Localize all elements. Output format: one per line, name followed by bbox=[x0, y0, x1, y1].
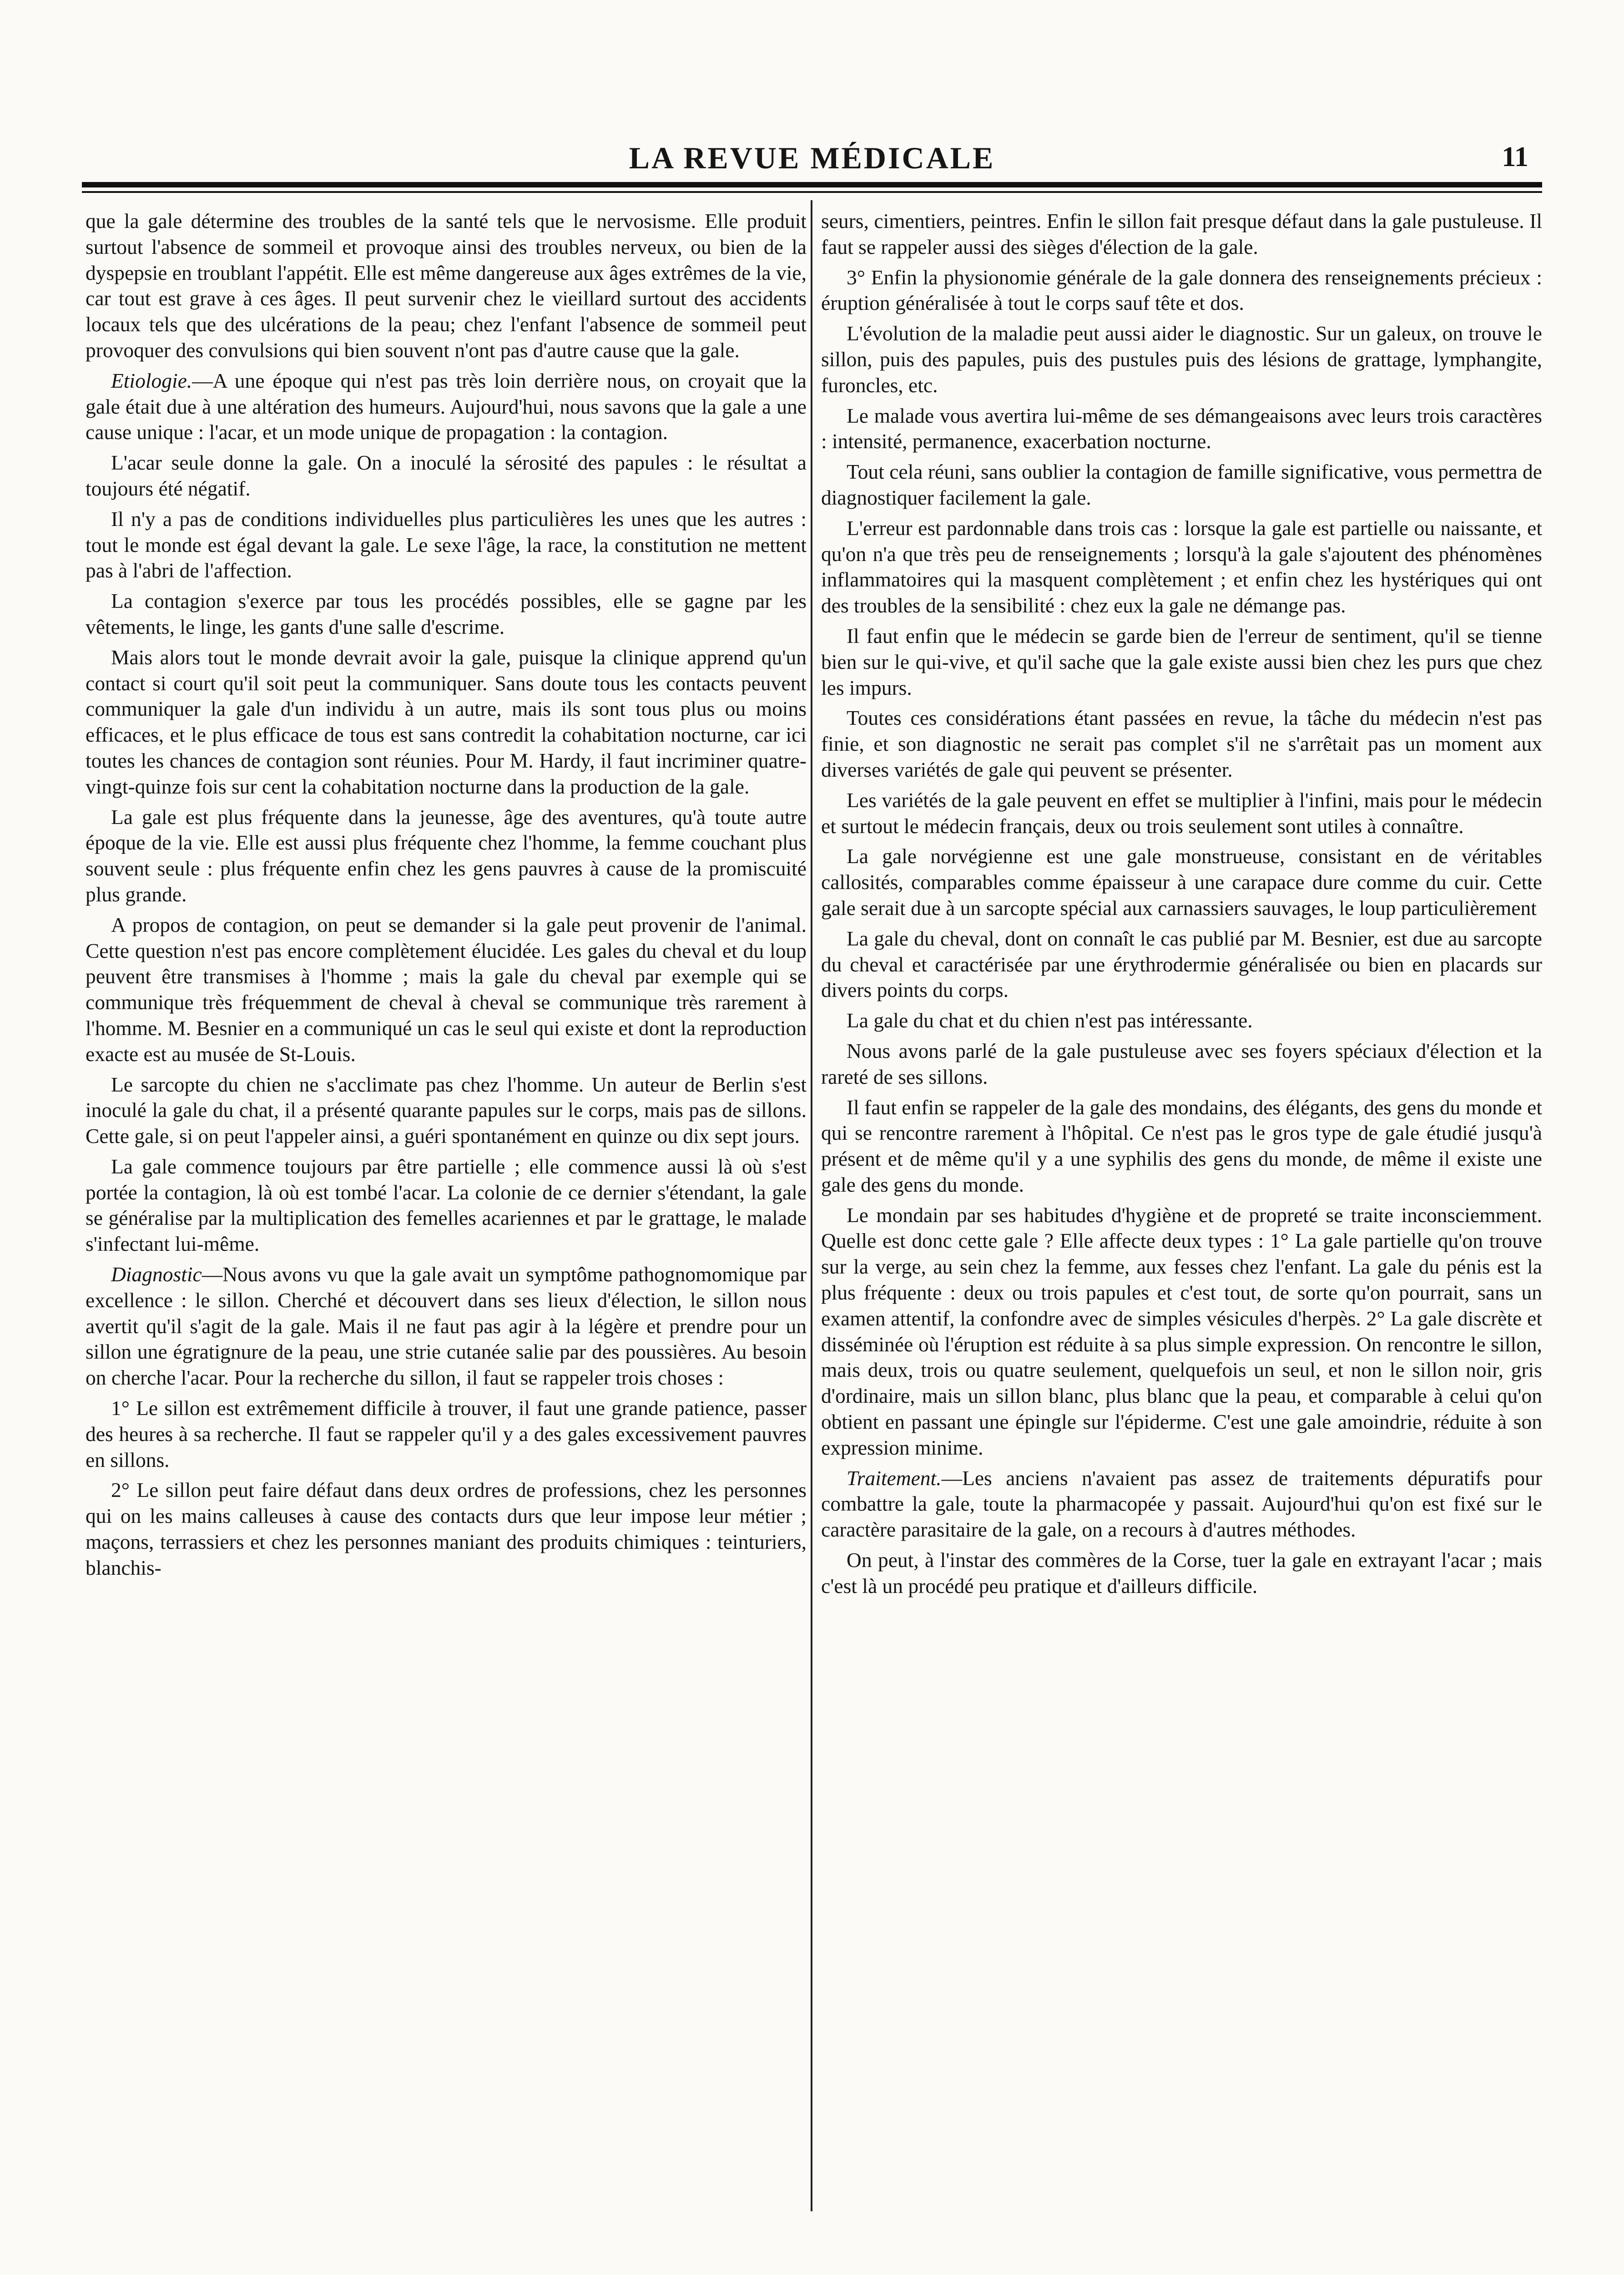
paragraph: La gale du cheval, dont on connaît le cas publié par M. Besnier, est due au sarcopte du cheval et caractérisée par une érythrodermie généralisée ou bien en placards sur divers points du corps. bbox=[821, 926, 1542, 1002]
paragraph-text: —A une époque qui n'est pas très loin derrière nous, on croyait que la gale était due à une altération des humeurs. Aujourd'hui, nous savons que la gale a une cause unique : l'acar, et un mode unique de propagation : la contagion. bbox=[86, 369, 807, 444]
paragraph: Tout cela réuni, sans oublier la contagion de famille significative, vous permettra de diagnostiquer facilement la gale. bbox=[821, 460, 1542, 509]
paragraph: Il faut enfin que le médecin se garde bien de l'erreur de sentiment, qu'il se tienne bien sur le qui-vive, et qu'il sache que la gale existe aussi bien chez les purs que chez les impurs. bbox=[821, 624, 1542, 699]
right-column bbox=[821, 208, 1542, 1599]
paragraph: L'erreur est pardonnable dans trois cas : lorsque la gale est partielle ou naissante, et qu'on n'a que très peu de renseignements ; lorsqu'à la gale s'ajoutent des phénomènes inflammatoires qui la masquent complètement ; et enfin chez les hystériques qui ont des troubles de la sensibilité : chez eux la gale ne démange pas. bbox=[821, 516, 1542, 617]
section-heading-traitement: Traitement. bbox=[847, 1466, 942, 1490]
paragraph-etiologie bbox=[86, 368, 807, 445]
paragraph: 3° Enfin la physionomie générale de la gale donnera des renseignements précieux : éruption généralisée à tout le corps sauf tête et dos. bbox=[821, 265, 1542, 315]
journal-title: LA REVUE MÉDICALE bbox=[629, 141, 995, 175]
column-divider bbox=[811, 200, 812, 2211]
paragraph-traitement bbox=[821, 1466, 1542, 1543]
paragraph-text: —Nous avons vu que la gale avait un symptôme pathognomomique par excellence : le sillon. Cherché et découvert dans ses lieux d'élection, le sillon nous avertit qu'il s'agit de la gale. Mais il ne faut pas agir à la légère et prendre pour un sillon une égratignure de la peau, une strie cutanée salie par des poussières. Au besoin on cherche l'acar. Pour la recherche du sillon, il faut se rappeler trois choses : bbox=[86, 1263, 807, 1390]
header-rule-thin bbox=[82, 191, 1542, 193]
paragraph: seurs, cimentiers, peintres. Enfin le sillon fait presque défaut dans la gale pustuleuse. Il faut se rappeler aussi des sièges d'élection de la gale. bbox=[821, 209, 1542, 258]
paragraph: L'évolution de la maladie peut aussi aider le diagnostic. Sur un galeux, on trouve le sillon, puis des papules, puis des pustules puis des lésions de grattage, lymphangite, furoncles, etc. bbox=[821, 322, 1542, 397]
paragraph: Nous avons parlé de la gale pustuleuse avec ses foyers spéciaux d'élection et la rareté de ses sillons. bbox=[821, 1039, 1542, 1088]
paragraph: 2° Le sillon peut faire défaut dans deux ordres de professions, chez les personnes qui on les mains calleuses à cause des contacts durs que leur impose leur métier ; maçons, terrassiers et chez les personnes maniant des produits chimiques : teinturiers, blanchis- bbox=[86, 1478, 807, 1579]
running-header bbox=[82, 136, 1542, 187]
paragraph: Le mondain par ses habitudes d'hygiène et de propreté se traite inconsciemment. Quelle est donc cette gale ? Elle affecte deux types : 1° La gale partielle qu'on trouve sur la verge, au sein chez la femme, aux fesses chez l'enfant. La gale du pénis est la plus fréquente : deux ou trois papules et c'est tout, de sorte qu'on pourrait, sans un examen attentif, la confondre avec de simples vésicules d'herpès. 2° La gale discrète et disséminée où l'éruption est réduite à sa plus simple expression. On rencontre le sillon, mais deux, trois ou quatre seulement, quelquefois un seul, et non le sillon noir, gris d'ordinaire, mais un sillon blanc, plus blanc que la peau, et comparable à celui qu'on obtient en passant une épingle sur l'épiderme. C'est une gale amoindrie, réduite à son expression minime. bbox=[821, 1203, 1542, 1459]
paragraph-text: —Les anciens n'avaient pas assez de traitements dépuratifs pour combattre la gale, toute la pharmacopée y passait. Aujourd'hui qu'on est fixé sur le caractère parasitaire de la gale, on a recours à d'autres méthodes. bbox=[821, 1466, 1542, 1542]
paragraph: Les variétés de la gale peuvent en effet se multiplier à l'infini, mais pour le médecin et surtout le médecin français, deux ou trois seulement sont utiles à connaître. bbox=[821, 788, 1542, 838]
section-heading-diagnostic: Diagnostic bbox=[111, 1263, 202, 1286]
paragraph: Il faut enfin se rappeler de la gale des mondains, des élégants, des gens du monde et qui se rencontre rarement à l'hôpital. Ce n'est pas le gros type de gale étudié jusqu'à présent et de même qu'il y a une syphilis des gens du monde, de même il existe une gale des gens du monde. bbox=[821, 1095, 1542, 1196]
paragraph: 1° Le sillon est extrêmement difficile à trouver, il faut une grande patience, passer des heures à sa recherche. Il faut se rappeler qu'il y a des gales excessivement pauvres en sillons. bbox=[86, 1396, 807, 1471]
paragraph: La gale est plus fréquente dans la jeunesse, âge des aventures, qu'à toute autre époque de la vie. Elle est aussi plus fréquente chez l'homme, la femme couchant plus souvent seule : plus fréquente enfin chez les gens pauvres à cause de la promiscuité plus grande. bbox=[86, 805, 807, 906]
paragraph: La gale norvégienne est une gale monstrueuse, consistant en de véritables callosités, comparables comme épaisseur à une carapace dure comme du cuir. Cette gale serait due à un sarcopte spécial aux carnassiers sauvages, le loup particulièrement bbox=[821, 844, 1542, 920]
paragraph: On peut, à l'instar des commères de la Corse, tuer la gale en extrayant l'acar ; mais c'est là un procédé peu pratique et d'ailleurs difficile. bbox=[821, 1548, 1542, 1598]
paragraph: Il n'y a pas de conditions individuelles plus particulières les unes que les autres : tout le monde est égal devant la gale. Le sexe l'âge, la race, la constitution ne mettent pas à l'abri de l'affection. bbox=[86, 507, 807, 582]
paragraph: Le sarcopte du chien ne s'acclimate pas chez l'homme. Un auteur de Berlin s'est inoculé la gale du chat, il a présenté quarante papules sur le corps, mais pas de sillons. Cette gale, si on peut l'appeler ainsi, a guéri spontanément en quinze ou dix sept jours. bbox=[86, 1072, 807, 1148]
section-heading-etiologie: Etiologie. bbox=[111, 369, 192, 392]
paragraph: Toutes ces considérations étant passées en revue, la tâche du médecin n'est pas finie, et son diagnostic ne serait pas complet s'il ne s'arrêtait pas un moment aux diverses variétés de gale qui peuvent se présenter. bbox=[821, 706, 1542, 781]
paragraph: que la gale détermine des troubles de la santé tels que le nervosisme. Elle produit surtout l'absence de sommeil et provoque ainsi des troubles nerveux, ou bien de la dyspepsie en troublant l'appétit. Elle est même dangereuse aux âges extrêmes de la vie, car tout est grave à ces âges. Il peut survenir chez le vieillard surtout des accidents locaux tels que des ulcérations de la peau; chez l'enfant l'absence de sommeil peut provoquer des convulsions qui bien souvent n'ont pas d'autre cause que la gale. bbox=[86, 209, 807, 362]
paragraph: La gale commence toujours par être partielle ; elle commence aussi là où s'est portée la contagion, là où est tombé l'acar. La colonie de ce dernier s'étendant, la gale se généralise par la multiplication des femelles acariennes et par le grattage, le malade s'infectant lui-même. bbox=[86, 1154, 807, 1256]
page-number: 11 bbox=[1502, 142, 1528, 172]
paragraph: A propos de contagion, on peut se demander si la gale peut provenir de l'animal. Cette question n'est pas encore complètement élucidée. Les gales du cheval et du loup peuvent être transmises à l'homme ; mais la gale du cheval par exemple qui se communique très fréquemment de cheval à cheval se communique très rarement à l'homme. M. Besnier en a communiqué un cas le seul qui existe et dont la reproduction exacte est au musée de St-Louis. bbox=[86, 913, 807, 1066]
paragraph-diagnostic bbox=[86, 1262, 807, 1391]
paragraph: L'acar seule donne la gale. On a inoculé la sérosité des papules : le résultat a toujours été négatif. bbox=[86, 451, 807, 500]
header-rule-thick bbox=[82, 182, 1542, 187]
paragraph: La contagion s'exerce par tous les procédés possibles, elle se gagne par les vêtements, le linge, les gants d'une salle d'escrime. bbox=[86, 589, 807, 638]
paragraph: Le malade vous avertira lui-même de ses démangeaisons avec leurs trois caractères : intensité, permanence, exacerbation nocturne. bbox=[821, 404, 1542, 453]
paragraph: Mais alors tout le monde devrait avoir la gale, puisque la clinique apprend qu'un contact si court qu'il soit peut la communiquer. Sans doute tous les contacts peuvent communiquer la gale d'un individu à un autre, mais ils sont tous plus ou moins efficaces, et le plus efficace de tous est sans contredit la cohabitation nocturne, car ici toutes les chances de contagion sont réunies. Pour M. Hardy, il faut incriminer quatre-vingt-quinze fois sur cent la cohabitation nocturne dans la production de la gale. bbox=[86, 645, 807, 798]
left-column bbox=[86, 208, 807, 1581]
paragraph: La gale du chat et du chien n'est pas intéressante. bbox=[847, 1009, 1253, 1032]
